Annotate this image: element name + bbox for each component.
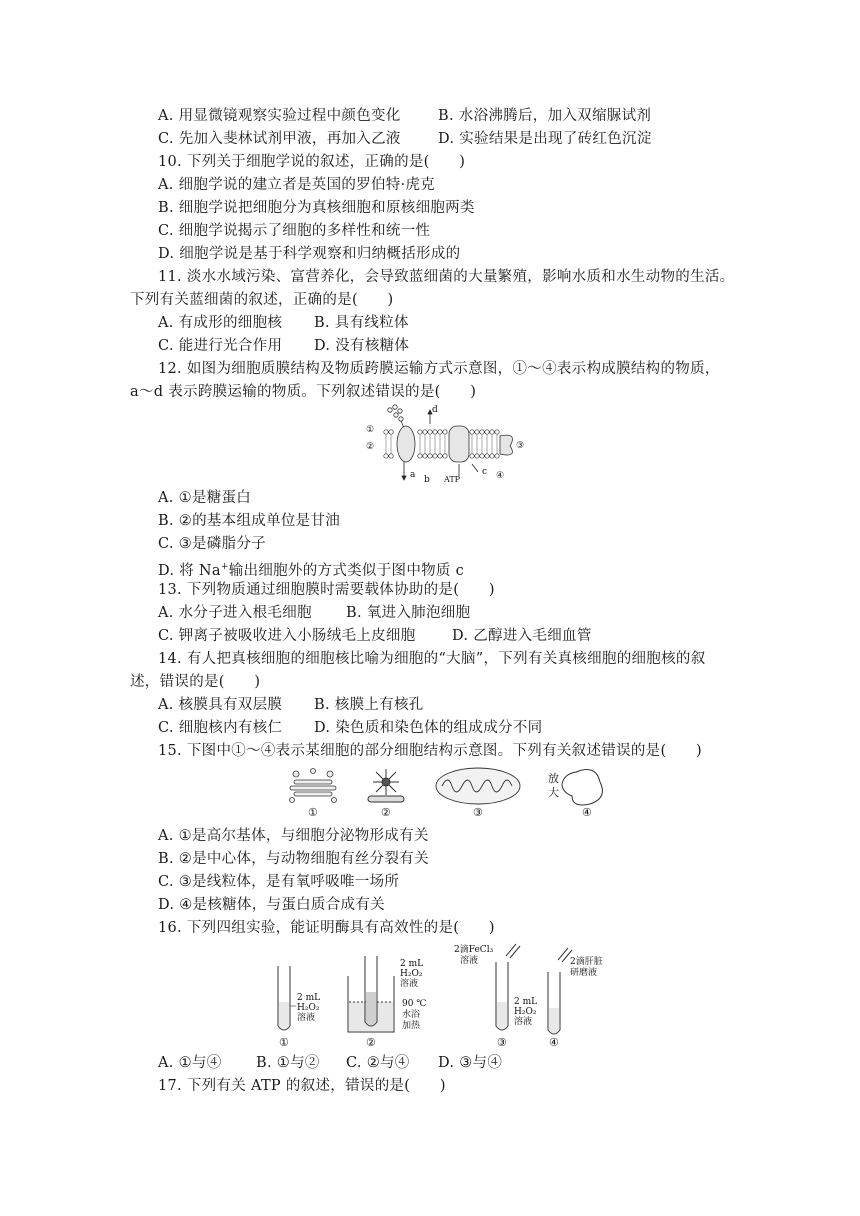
q16-fig-label-4: ④ — [549, 1036, 559, 1049]
q16-fig-t4-reagent-sol: 研磨液 — [570, 968, 598, 978]
q12-fig-label-a: a — [410, 470, 416, 480]
q15-option-d: D. ④是核糖体，与蛋白质合成有关 — [158, 897, 385, 913]
q16-option-a: A. ①与④ — [158, 1055, 222, 1071]
q11-option-c: C. 能进行光合作用 — [158, 338, 283, 354]
q16-stem: 16. 下列四组实验，能证明酶具有高效性的是( ) — [158, 920, 495, 936]
q11-option-a: A. 有成形的细胞核 — [158, 315, 283, 331]
q11-option-b: B. 具有线粒体 — [314, 315, 409, 331]
q10-option-a: A. 细胞学说的建立者是英国的罗伯特·虎克 — [158, 177, 436, 193]
q16-fig-t2-vol: 2 mL — [400, 959, 424, 969]
q15-stem: 15. 下图中①～④表示某细胞的部分细胞结构示意图。下列有关叙述错误的是( ) — [158, 743, 702, 759]
membrane-transport-figure — [360, 402, 530, 484]
q17-stem: 17. 下列有关 ATP 的叙述，错误的是( ) — [158, 1078, 446, 1094]
q12-fig-label-4: ④ — [496, 471, 505, 481]
q14-stem-line1: 14. 有人把真核细胞的细胞核比喻为细胞的“大脑”，下列有关真核细胞的细胞核的叙 — [158, 651, 706, 667]
q9-option-c: C. 先加入斐林试剂甲液，再加入乙液 — [158, 131, 401, 147]
q16-fig-t3-vol: 2 mL — [514, 997, 538, 1007]
test-tube-4 — [548, 948, 572, 1034]
q15-option-c: C. ③是线粒体，是有氧呼吸唯一场所 — [158, 874, 400, 890]
q12-fig-label-3: ③ — [516, 441, 525, 451]
q14-option-a: A. 核膜具有双层膜 — [158, 697, 283, 713]
q12-fig-label-atp: ATP — [444, 475, 461, 484]
q16-option-b: B. ①与② — [256, 1055, 320, 1071]
q11-stem-line1: 11. 淡水水域污染、富营养化，会导致蓝细菌的大量繁殖，影响水质和水生动物的生活。 — [158, 269, 735, 285]
q14-option-b: B. 核膜上有核孔 — [314, 697, 424, 713]
q15-fig-zoom-2: 大 — [548, 786, 559, 799]
q16-fig-t2-temp: 90 ℃ — [402, 999, 427, 1009]
q10-option-c: C. 细胞学说揭示了细胞的多样性和统一性 — [158, 223, 431, 239]
mitochondrion-drawing — [436, 768, 520, 804]
q12-option-d: D. 将 Na+输出细胞外的方式类似于图中物质 c — [158, 562, 465, 579]
q12-option-a: A. ①是糖蛋白 — [158, 490, 252, 506]
q16-fig-t2-bath: 水浴 — [402, 1010, 421, 1020]
q13-option-d: D. 乙醇进入毛细血管 — [452, 628, 592, 644]
water-bath-beaker — [348, 956, 394, 1032]
q10-stem: 10. 下列关于细胞学说的叙述，正确的是( ) — [158, 154, 466, 170]
q15-option-b: B. ②是中心体，与动物细胞有丝分裂有关 — [158, 851, 429, 867]
q16-option-d: D. ③与④ — [438, 1055, 503, 1071]
golgi-apparatus-drawing — [290, 769, 337, 803]
q16-fig-t3-sol: 溶液 — [514, 1017, 533, 1027]
q15-option-a: A. ①是高尔基体，与细胞分泌物形成有关 — [158, 828, 429, 844]
q15-fig-label-2: ② — [381, 806, 391, 819]
q12-stem-line2: a～d 表示跨膜运输的物质。下列叙述错误的是( ) — [130, 384, 477, 400]
q16-fig-t1-vol: 2 mL — [297, 993, 321, 1003]
q16-fig-t1-sol: 溶液 — [297, 1013, 316, 1023]
q13-option-b: B. 氧进入肺泡细胞 — [346, 605, 471, 621]
q12-stem-line1: 12. 如图为细胞质膜结构及物质跨膜运输方式示意图，①～④表示构成膜结构的物质， — [158, 361, 720, 377]
q16-fig-t3-reagent: 2滴FeCl₃ — [454, 945, 494, 955]
enzyme-experiment-figure — [270, 942, 610, 1050]
q16-fig-label-2: ② — [366, 1036, 376, 1049]
q16-option-c: C. ②与④ — [346, 1055, 410, 1071]
glycoprotein-chain — [388, 405, 404, 428]
q12-fig-label-2: ② — [366, 442, 375, 452]
test-tube-1 — [278, 966, 296, 1030]
q9-option-a: A. 用显微镜观察实验过程中颜色变化 — [158, 108, 401, 124]
q15-fig-label-4: ④ — [582, 806, 592, 819]
q16-fig-t3-reagent-sol: 溶液 — [460, 956, 479, 966]
q10-option-d: D. 细胞学说是基于科学观察和归纳概括形成的 — [158, 246, 461, 262]
q15-fig-label-1: ① — [308, 806, 318, 819]
q12-fig-label-b: b — [424, 475, 430, 484]
q16-fig-label-3: ③ — [497, 1036, 507, 1049]
q13-option-c: C. 钾离子被吸收进入小肠绒毛上皮细胞 — [158, 628, 416, 644]
q12-option-b: B. ②的基本组成单位是甘油 — [158, 513, 341, 529]
q12-fig-label-d: d — [432, 405, 438, 415]
q14-stem-line2: 述，错误的是( ) — [130, 674, 261, 690]
q16-fig-t2-heat: 加热 — [402, 1021, 421, 1031]
q11-option-d: D. 没有核糖体 — [314, 338, 410, 354]
q14-option-c: C. 细胞核内有核仁 — [158, 720, 283, 736]
q15-fig-zoom-1: 放 — [548, 772, 559, 785]
q13-option-a: A. 水分子进入根毛细胞 — [158, 605, 312, 621]
q16-fig-t1-chem: H₂O₂ — [297, 1003, 320, 1013]
q16-fig-t4-reagent: 2滴肝脏 — [570, 957, 603, 967]
q16-fig-t3-chem: H₂O₂ — [514, 1007, 537, 1017]
q16-fig-t2-sol: 溶液 — [400, 979, 419, 989]
ribosome-drawing — [562, 770, 602, 805]
q16-fig-t2-chem: H₂O₂ — [400, 969, 423, 979]
q15-fig-label-3: ③ — [473, 806, 483, 819]
q12-option-c: C. ③是磷脂分子 — [158, 536, 266, 552]
centrosome-drawing — [368, 769, 404, 802]
q9-option-d: D. 实验结果是出现了砖红色沉淀 — [438, 131, 652, 147]
q9-option-b: B. 水浴沸腾后，加入双缩脲试剂 — [438, 108, 652, 124]
q16-fig-label-1: ① — [279, 1036, 289, 1049]
q10-option-b: B. 细胞学说把细胞分为真核细胞和原核细胞两类 — [158, 200, 475, 216]
q14-option-d: D. 染色质和染色体的组成成分不同 — [314, 720, 543, 736]
q12-fig-label-c: c — [482, 467, 488, 477]
q13-stem: 13. 下列物质通过细胞膜时需要载体协助的是( ) — [158, 582, 495, 598]
q11-stem-line2: 下列有关蓝细菌的叙述，正确的是( ) — [130, 292, 394, 308]
organelles-figure — [286, 762, 611, 820]
q12-fig-label-1: ① — [366, 425, 375, 435]
